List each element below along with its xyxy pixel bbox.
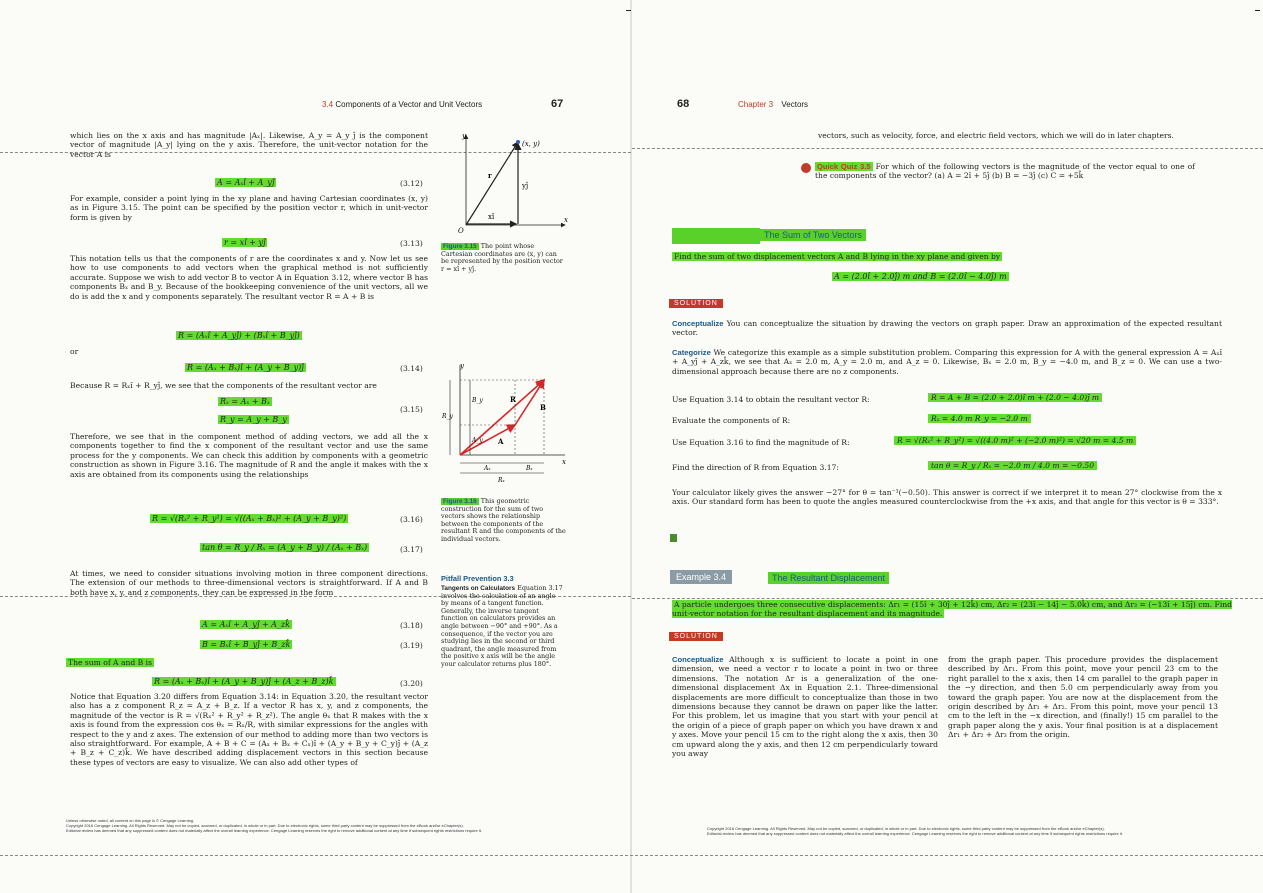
footer-line: Unless otherwise noted, all content on this page is © Cengage Learning.: [66, 818, 195, 823]
equation-sum: [176, 331, 302, 340]
ay-label: A_y: [472, 437, 483, 444]
pitfall-title: Pitfall Prevention 3.3: [441, 574, 514, 583]
bx-label: Bₓ: [526, 465, 533, 472]
solution-column-2: from the graph paper. This procedure provides the displacement described by Δr₁. From this point, move your pencil 23 cm to the right parallel to the x axis, then 14 cm parallel to the graph paper in the −y direction, and then 5.0 cm perpendicularly away from you toward the graph paper. You are now at the displacement from the origin described by Δr₁ + Δr₂. From this point, move your pencil 13 cm to the left in the −x direction, and (finally!) 15 cm parallel to the graph paper along the y axis. Your final position is at a displacement Δr₁ + Δr₂ + Δr₃ from the origin.: [948, 655, 1218, 740]
equation-text: R_y = A_y + B_y: [220, 415, 287, 424]
figure-3-15-caption: [441, 243, 566, 273]
paragraph-3: This notation tells us that the components of r are the coordinates x and y. Now let us see how to use components to add vectors when the graphical method is not sufficiently accurate. Suppose we wish to add vector B to vector A in Equation 3.12, where vector B has components Bₓ and B_y. Because of the bookkeeping convenience of the unit vectors, all we do is add the x and y components separately. The resultant vector R = A + B is: [70, 254, 428, 301]
equation-3-15a: [218, 397, 272, 406]
a-label: A: [498, 437, 504, 446]
or-text: or: [70, 347, 79, 356]
step-text: Although x is sufficient to locate a point in one dimension, we need a vector r to locate a point in two or three dimensions. The notation Δr is a generalization of the one-dimensional displacement Δx in Equation 2.1. Three-dimensional displacements are more difficult to conceptualize than those in two dimensions because they cannot be drawn on paper like the latter. For this problem, let us imagine that you start with your pencil at the origin of a piece of graph paper on which you have drawn x and y axes. Move your pencil 15 cm to the right along the x axis, then 30 cm upward along the y axis, and then 12 cm perpendicularly toward you away: [672, 655, 938, 759]
rx-label: Rₓ: [498, 477, 505, 484]
pitfall-heading: Tangents on Calculators: [441, 585, 516, 592]
page-footer: [707, 826, 1187, 836]
paragraph-4: Because R = Rₓî + R_yĵ, we see that the components of the resultant vector are: [70, 381, 377, 390]
problem-text: A particle undergoes three consecutive displacements: Δr₁ = (15î + 30ĵ + 12k̂) cm, Δr₂ = (23î − 14ĵ − 5.0k̂) cm, and Δr₃ = (−13î + 15ĵ) cm. Find unit-vector notation for the resultant displacement and its magnitude.: [672, 600, 1232, 619]
example-title: The Sum of Two Vectors: [760, 229, 866, 241]
example-tag: [672, 228, 760, 244]
paragraph-7: Notice that Equation 3.20 differs from Equation 3.14: in Equation 3.20, the resultant vector also has a z component R_z = A_z + B_z. If a vector R has x, y, and z components, the magnitude of the vector is R = √(Rₓ² + R_y² + R_z²). The angle θₓ that R makes with the x axis is found from the expression cos θₓ = Rₓ/R, with similar expressions for the angles with respect to the y and z axes. The extension of our method to adding more than two vectors is also straightforward. For example, A + B + C = (Aₓ + Bₓ + Cₓ)î + (A_y + B_y + C_y)ĵ + (A_z + B_z + C_z)k̂. We have described adding displacement vectors in this section because these types of vectors are easy to visualize. We can also add other types of: [70, 692, 428, 767]
r-label: r: [488, 171, 492, 180]
given-text: A = (2.0î + 2.0ĵ) m and B = (2.0î − 4.0ĵ) m: [834, 272, 1007, 281]
equation-number: (3.20): [400, 679, 423, 688]
end-marker: [670, 534, 677, 542]
step-keyword: Conceptualize: [672, 319, 724, 328]
equation-3-15b: [218, 415, 289, 424]
conceptualize-step: [672, 319, 1222, 338]
step-label: Evaluate the components of R:: [672, 416, 791, 425]
y-axis-label: y: [460, 362, 464, 370]
header-title: Vectors: [781, 100, 809, 109]
step-value: Rₓ = 4.0 m R_y = −2.0 m: [928, 414, 1031, 423]
equation-3-12: [215, 178, 276, 187]
equation-text: B = Bₓî + B_yĵ + B_zk̂: [202, 640, 291, 649]
header-section: 3.4: [322, 100, 334, 109]
equation-number: (3.14): [400, 364, 423, 373]
point-label: (x, y): [522, 140, 540, 148]
sum-label: [66, 658, 154, 667]
page-number: 68: [677, 98, 690, 110]
solution-tag: SOLUTION: [669, 299, 723, 308]
x-axis-label: x: [564, 216, 568, 224]
step-label: Find the direction of R from Equation 3.17:: [672, 463, 839, 472]
paragraph-6: At times, we need to consider situations involving motion in three component directions. The extension of our methods to three-dimensional vectors is straightforward. If A and B both have x, y, and z components, they can be expressed in the form: [70, 569, 428, 597]
example-problem: [672, 600, 1232, 619]
quiz-text: For which of the following vectors is the magnitude of the vector equal to one of the components of the vector? (a) A = 2î + 5ĵ (b) B = −3ĵ (c) C = +5k̂: [815, 162, 1195, 181]
figure-3-15: [440, 130, 570, 240]
paragraph-2: For example, consider a point lying in the xy plane and having Cartesian coordinates (x, y) as in Figure 3.15. The point can be specified by the position vector r, which in unit-vector form is given by: [70, 194, 428, 222]
x-axis-label: x: [562, 458, 566, 466]
yj-label: yĵ: [522, 182, 529, 190]
pitfall-text: Equation 3.17 involves the calculation of an angle by means of a tangent function. Generally, the inverse tangent function on calculators provides an angle between −90° and +90°. As a consequence, if the vector you are studying lies in the second or third quadrant, the angle measured from the positive x axis will be the angle your calculator returns plus 180°.: [441, 584, 563, 668]
equation-text: A = Aₓî + A_yĵ + A_zk̂: [202, 620, 290, 629]
example-given: [832, 272, 1009, 281]
equation-text: A = Aₓî + A_yĵ: [217, 178, 275, 187]
ry-label: R_y: [442, 413, 453, 420]
paragraph-1: vectors, such as velocity, force, and electric field vectors, which we will do in later chapters.: [818, 131, 1174, 140]
xi-label: xî: [488, 213, 495, 221]
equation-3-20: [152, 677, 336, 686]
equation-3-18: [200, 620, 292, 629]
equation-number: (3.15): [400, 405, 423, 414]
equation-text: R = (Aₓ + Bₓ)î + (A_y + B_y)ĵ: [187, 363, 304, 372]
example-problem: [672, 252, 1072, 261]
equation-number: (3.12): [400, 179, 423, 188]
page-number: 67: [551, 98, 564, 110]
solution-column-1: [672, 655, 938, 758]
step-label: Use Equation 3.16 to find the magnitude of R:: [672, 438, 850, 447]
equation-text: r = xî + yĵ: [224, 238, 266, 247]
page-footer: [66, 818, 486, 833]
origin-label: O: [458, 227, 464, 235]
equation-text: R = √(Rₓ² + R_y²) = √((Aₓ + Bₓ)² + (A_y + B_y)²): [152, 514, 347, 523]
ax-label: Aₓ: [484, 465, 491, 472]
quiz-icon: [801, 163, 811, 173]
right-page: [632, 0, 1263, 893]
b-label: B: [540, 403, 546, 412]
paragraph-5: Therefore, we see that in the component method of adding vectors, we add all the x components together to find the x component of the resultant vector and use the same process for the y components. We can check this addition by components with a geometric construction as shown in Figure 3.16. The magnitude of R and the angle it makes with the x axis are obtained from its components using the relationships: [70, 432, 428, 479]
equation-3-19: [200, 640, 292, 649]
equation-text: Rₓ = Aₓ + Bₓ: [220, 397, 270, 406]
example-title: The Resultant Displacement: [768, 572, 889, 584]
equation-text: tan θ = R_y / Rₓ = (A_y + B_y) / (Aₓ + Bₓ): [202, 543, 368, 552]
running-header: [738, 100, 808, 109]
calculator-note: Your calculator likely gives the answer −27° for θ = tan⁻¹(−0.50). This answer is correct if we interpret it to mean 27° clockwise from the x axis. Our standard form has been to quote the angles measured counterclockwise from the +x axis, and that angle for this vector is θ = 333°.: [672, 488, 1222, 507]
equation-text: R = (Aₓî + A_yĵ) + (Bₓî + B_yĵ): [178, 331, 300, 340]
sum-label-text: The sum of A and B is: [68, 658, 152, 667]
caption-text: The point whose Cartesian coordinates are (x, y) can be represented by the position vector r = xî + yĵ.: [441, 242, 563, 273]
step-value: R = A + B = (2.0 + 2.0)î m + (2.0 − 4.0)ĵ m: [928, 393, 1102, 402]
step-keyword: Categorize: [672, 348, 711, 357]
equation-3-17: [200, 543, 369, 552]
example-tag: Example 3.4: [670, 570, 732, 584]
caption-text: This geometric construction for the sum of two vectors shows the relationship between the components of the resultant R and the components of the individual vectors.: [441, 497, 566, 543]
equation-text: R = (Aₓ + Bₓ)î + (A_y + B_y)ĵ + (A_z + B_z)k̂: [154, 677, 334, 686]
step-value: R = √(Rₓ² + R_y²) = √((4.0 m)² + (−2.0 m)²) = √20 m = 4.5 m: [894, 436, 1136, 445]
footer-line: Copyright 2016 Cengage Learning. All Rights Reserved. May not be copied, scanned, or duplicated, in whole or in part. Due to electronic rights, some third party content may be suppressed from the eBook and/or eChapter(s).: [707, 826, 1105, 831]
pitfall-body: [441, 585, 563, 669]
figure-label: Figure 3.16: [443, 498, 477, 505]
figure-3-16-caption: [441, 498, 566, 544]
running-header: [322, 100, 482, 109]
paragraph-1: which lies on the x axis and has magnitude |Aₓ|. Likewise, A_y = A_y ĵ is the component vector of magnitude |A_y| lying on the y axis. Therefore, the unit-vector notation for the vector A is: [70, 131, 428, 159]
equation-number: (3.16): [400, 515, 423, 524]
footer-line: Editorial review has deemed that any suppressed content does not materially affect the overall learning experience. Cengage Learning reserves the right to remove additional content at any time if subsequent rights restrictions require it.: [66, 828, 482, 833]
categorize-step: [672, 348, 1222, 376]
problem-text: Find the sum of two displacement vectors A and B lying in the xy plane and given by: [674, 252, 1001, 261]
step-value: tan θ = R_y / Rₓ = −2.0 m / 4.0 m = −0.50: [928, 461, 1097, 470]
step-text: You can conceptualize the situation by drawing the vectors on graph paper. Draw an approximation of the expected resultant vector.: [672, 319, 1222, 338]
equation-3-13: [222, 238, 267, 247]
equation-number: (3.13): [400, 239, 423, 248]
step-keyword: Conceptualize: [672, 655, 724, 664]
equation-number: (3.18): [400, 621, 423, 630]
left-page: [0, 0, 631, 893]
footer-line: Copyright 2016 Cengage Learning. All Rights Reserved. May not be copied, scanned, or duplicated, in whole or in part. Due to electronic rights, some third party content may be suppressed from the eBook and/or eChapter(s).: [66, 823, 464, 828]
equation-number: (3.19): [400, 641, 423, 650]
y-axis-label: y: [462, 132, 466, 140]
solution-tag: SOLUTION: [669, 632, 723, 641]
equation-3-16: [150, 514, 348, 523]
quick-quiz: [815, 162, 1195, 181]
footer-line: Editorial review has deemed that any suppressed content does not materially affect the overall learning experience. Cengage Learning reserves the right to remove additional content at any time if subsequent rights restrictions require it.: [707, 831, 1123, 836]
step-text: We categorize this example as a simple substitution problem. Comparing this expression for A with the general expression A = Aₓî + A_yĵ + A_zk̂, we see that Aₓ = 2.0 m, A_y = 2.0 m, and A_z = 0. Likewise, Bₓ = 2.0 m, B_y = −4.0 m, and B_z = 0. We can use a two-dimensional approach because there are no z components.: [672, 348, 1222, 376]
point-marker: [516, 140, 520, 144]
by-label: B_y: [472, 397, 483, 404]
quiz-label: Quick Quiz 3.5: [817, 162, 871, 171]
header-chapter: Chapter 3: [738, 100, 774, 109]
figure-3-16: [440, 360, 570, 492]
r-label: R: [510, 395, 516, 404]
figure-label: Figure 3.15: [443, 243, 477, 250]
equation-3-14: [185, 363, 306, 372]
step-label: Use Equation 3.14 to obtain the resultant vector R:: [672, 395, 870, 404]
equation-number: (3.17): [400, 545, 423, 554]
header-title: Components of a Vector and Unit Vectors: [335, 100, 483, 109]
